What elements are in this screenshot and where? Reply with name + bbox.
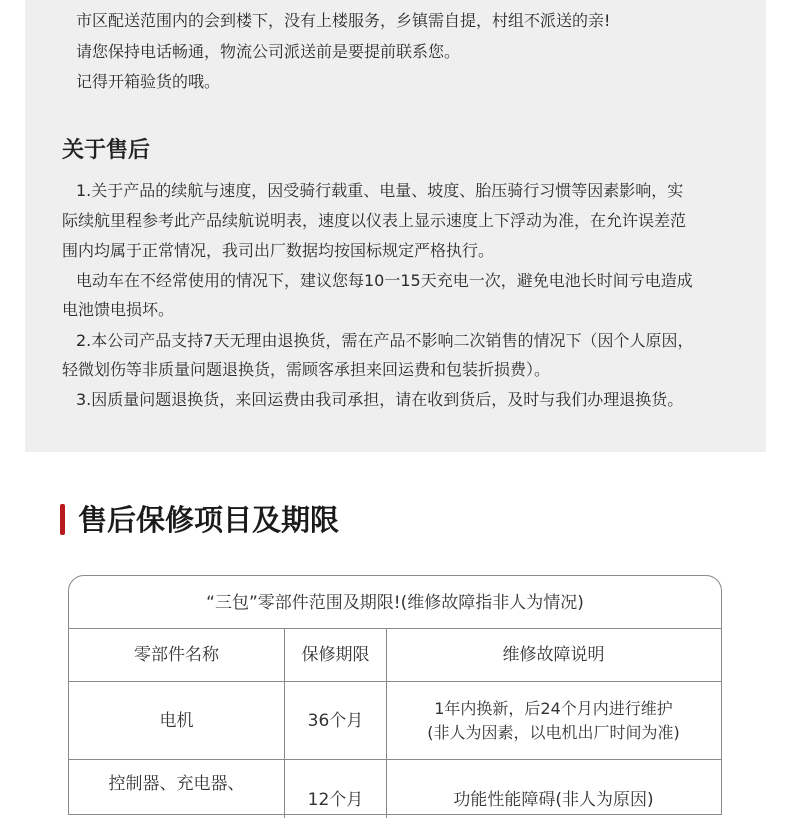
table-cell-desc-line: 1年内换新，后24个月内进行维护 <box>434 698 673 718</box>
table-cell-desc <box>387 682 720 759</box>
warranty-section-title-text: 售后保修项目及期限 <box>78 503 340 537</box>
after-sales-line: 轻微划伤等非质量问题退换货，需顾客承担来回运费和包装折损费）。 <box>62 360 551 379</box>
after-sales-heading: 关于售后 <box>62 138 151 163</box>
table-cell-part: 电机 <box>159 710 194 731</box>
warranty-table-title: “三包”零部件范围及期限!(维修故障指非人为情况) <box>206 593 584 613</box>
after-sales-line: 际续航里程参考此产品续航说明表，速度以仪表上显示速度上下浮动为准，在允许误差范 <box>62 211 687 230</box>
table-header-part: 零部件名称 <box>134 644 219 665</box>
delivery-note-line: 请您保持电话畅通，物流公司派送前是要提前联系您。 <box>76 42 461 61</box>
after-sales-line: 电池馈电损坏。 <box>62 300 175 319</box>
table-cell-desc: 功能性能障碍(非人为原因) <box>453 790 654 810</box>
table-cell-desc-line: (非人为因素，以电机出厂时间为准) <box>427 722 680 742</box>
delivery-note-line: 市区配送范围内的会到楼下，没有上楼服务，乡镇需自提，村组不派送的亲! <box>76 11 611 30</box>
table-divider <box>69 759 721 760</box>
table-cell-period: 36个月 <box>307 710 364 731</box>
warranty-table <box>68 575 722 815</box>
after-sales-line: 围内均属于正常情况，我司出厂数据均按国标规定严格执行。 <box>62 241 495 260</box>
accent-bar <box>60 504 65 535</box>
after-sales-line: 3.因质量问题退换货，来回运费由我司承担，请在收到货后，及时与我们办理退换货。 <box>76 390 684 409</box>
table-cell-period: 12个月 <box>307 790 364 810</box>
delivery-note-line: 记得开箱验货的哦。 <box>76 72 221 91</box>
after-sales-line: 1.关于产品的续航与速度，因受骑行载重、电量、坡度、胎压骑行习惯等因素影响，实 <box>76 181 684 200</box>
table-cell-part: 控制器、充电器、 <box>108 774 245 794</box>
after-sales-line: 电动车在不经常使用的情况下，建议您每10一15天充电一次，避免电池长时间亏电造成 <box>76 271 693 290</box>
after-sales-line: 2.本公司产品支持7天无理由退换货，需在产品不影响二次销售的情况下（因个人原因， <box>76 331 694 350</box>
table-header-desc: 维修故障说明 <box>502 644 605 665</box>
table-header-period: 保修期限 <box>301 644 370 665</box>
